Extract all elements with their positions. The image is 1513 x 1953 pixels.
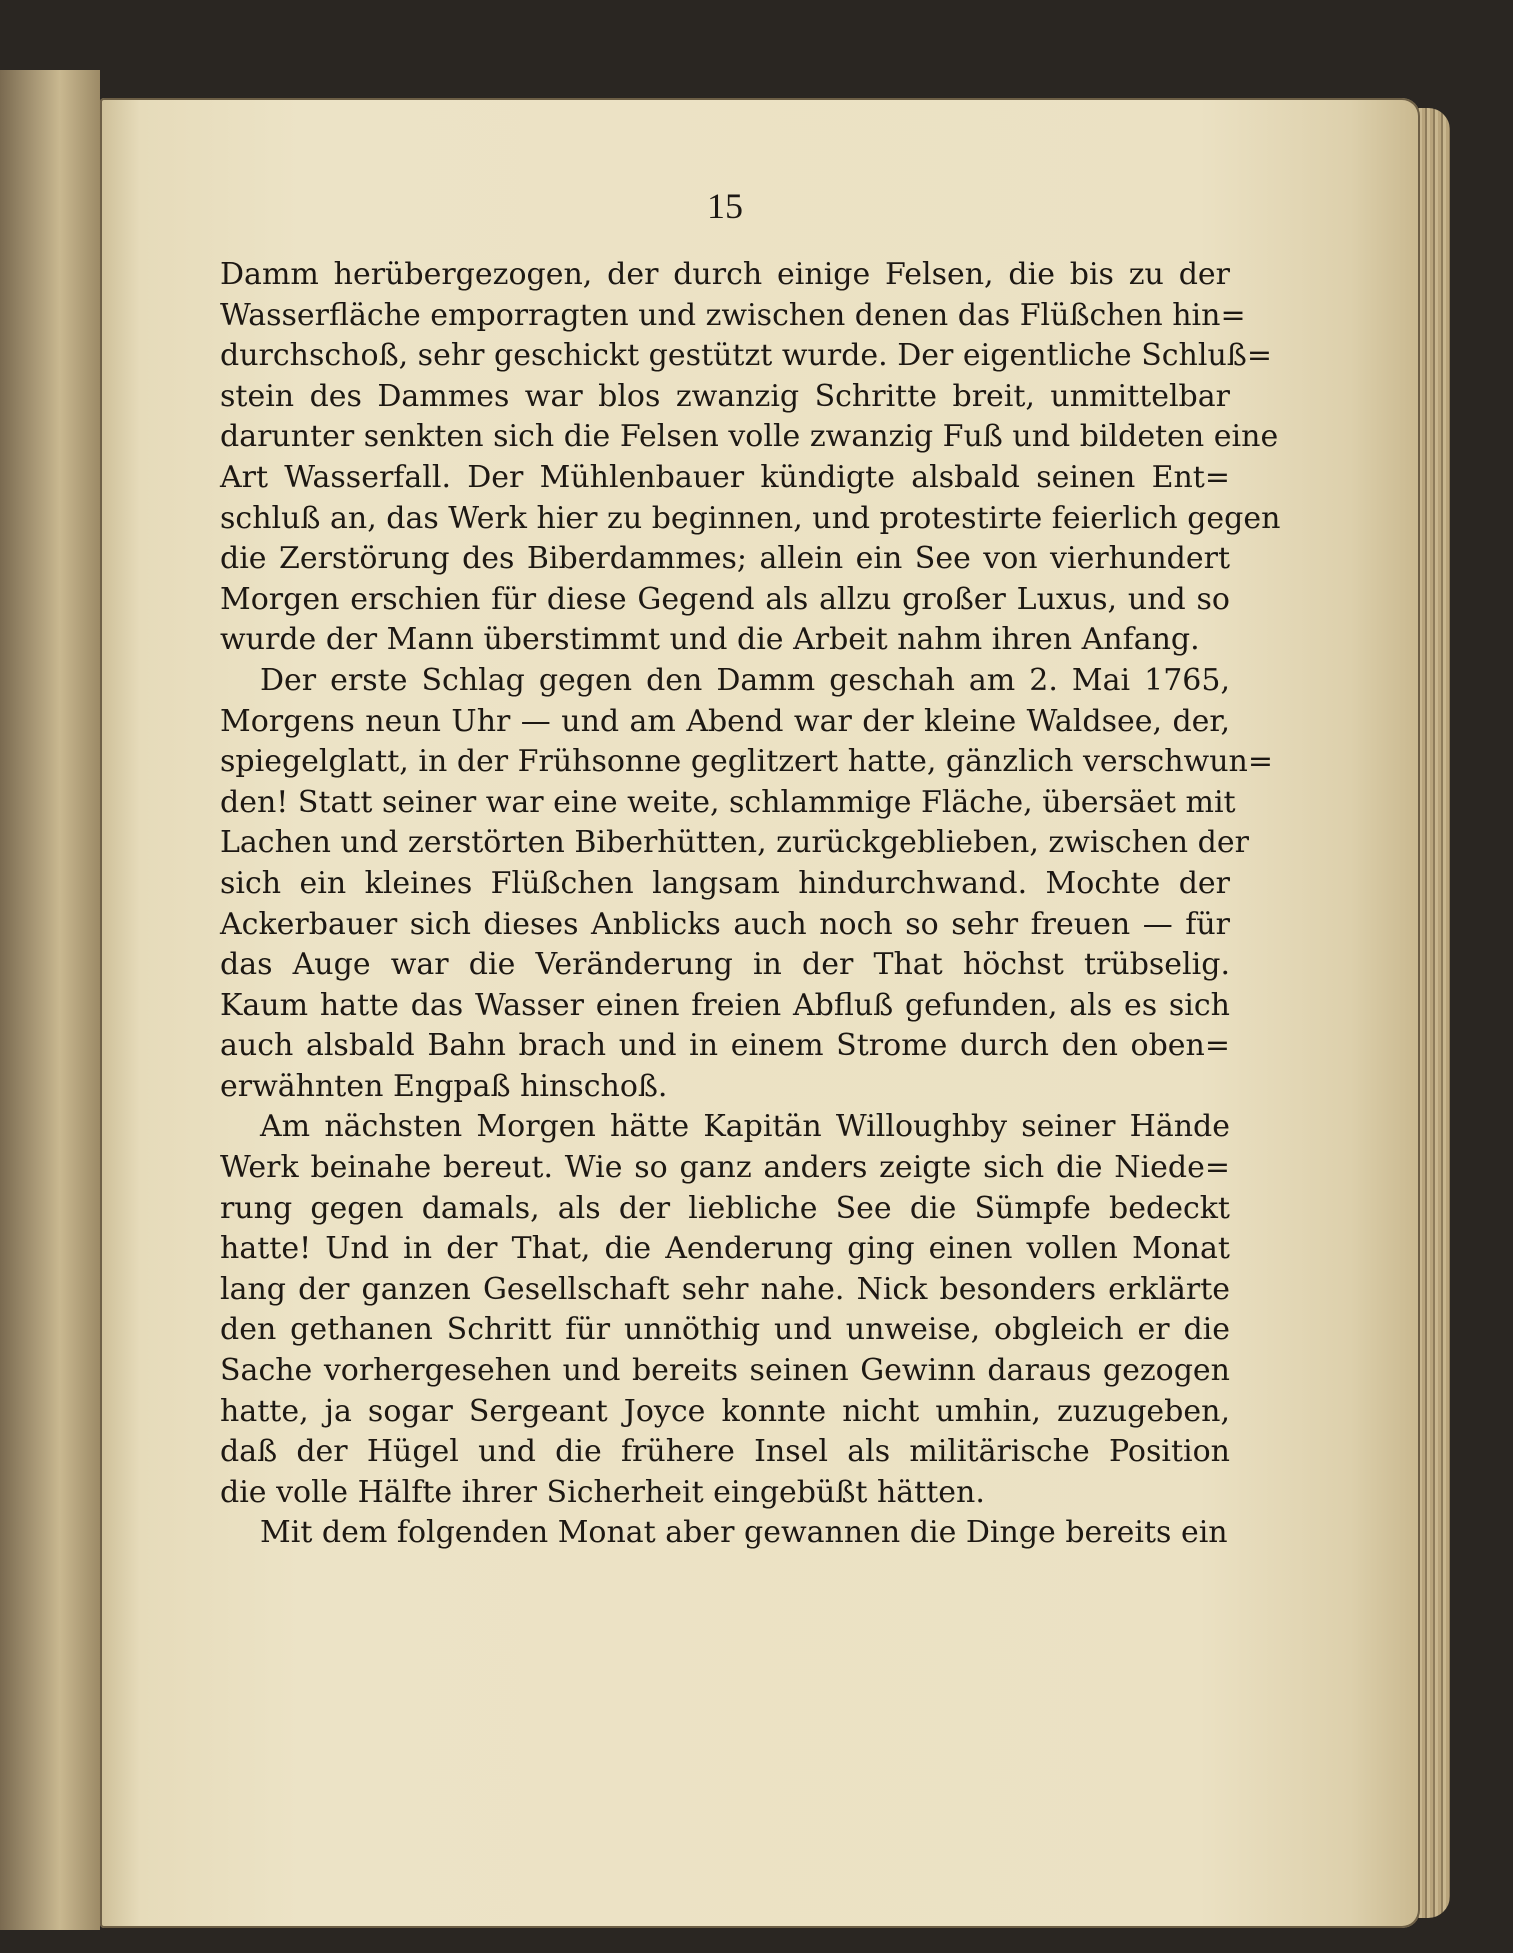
- text-body: [220, 255, 1281, 1554]
- text-line: daß der Hügel und die frühere Insel als militärische Position: [220, 1434, 1230, 1470]
- paragraph: [220, 255, 1281, 661]
- text-line: Am nächsten Morgen hätte Kapitän Willoughby seiner Hände: [260, 1109, 1230, 1145]
- paragraph: [220, 661, 1273, 1108]
- page-number: 15: [707, 186, 743, 226]
- text-line: Wasserfläche emporragten und zwischen denen das Flüßchen hin=: [220, 297, 1246, 333]
- text-line: die Zerstörung des Biberdammes; allein ein See von vierhundert: [220, 541, 1230, 577]
- text-line: hatte, ja sogar Sergeant Joyce konnte nicht umhin, zuzugeben,: [220, 1393, 1230, 1429]
- text-line: erwähnten Engpaß hinschoß.: [220, 1068, 668, 1104]
- text-line: Damm herübergezogen, der durch einige Felsen, die bis zu der: [220, 257, 1230, 292]
- text-line: das Auge war die Veränderung in der That höchst trübselig.: [220, 947, 1230, 983]
- facing-page-edge: [0, 70, 100, 1930]
- text-line: Morgen erschien für diese Gegend als allzu großer Luxus, und so: [220, 581, 1230, 617]
- text-line: den! Statt seiner war eine weite, schlammige Fläche, übersäet mit: [220, 784, 1236, 820]
- text-line: lang der ganzen Gesellschaft sehr nahe. Nick besonders erklärte: [220, 1271, 1230, 1307]
- text-line: sich ein kleines Flüßchen langsam hindurchwand. Mochte der: [220, 865, 1230, 901]
- text-line: den gethanen Schritt für unnöthig und unweise, obgleich er die: [220, 1312, 1230, 1348]
- page-content: [220, 185, 1281, 1554]
- text-line: schluß an, das Werk hier zu beginnen, und protestirte feierlich gegen: [220, 500, 1281, 536]
- text-line: Der erste Schlag gegen den Damm geschah am 2. Mai 1765,: [260, 662, 1230, 698]
- text-line: durchschoß, sehr geschickt gestützt wurde. Der eigentliche Schluß=: [220, 338, 1272, 374]
- text-line: hatte! Und in der That, die Aenderung ging einen vollen Monat: [220, 1231, 1230, 1267]
- text-line: Sache vorhergesehen und bereits seinen Gewinn daraus gezogen: [220, 1353, 1230, 1389]
- text-line: auch alsbald Bahn brach und in einem Strome durch den oben=: [220, 1028, 1230, 1064]
- text-line: Art Wasserfall. Der Mühlenbauer kündigte alsbald seinen Ent=: [220, 459, 1230, 495]
- text-line: die volle Hälfte ihrer Sicherheit eingebüßt hätten.: [220, 1474, 985, 1510]
- text-line: Werk beinahe bereut. Wie so ganz anders zeigte sich die Niede=: [220, 1150, 1230, 1186]
- text-line: wurde der Mann überstimmt und die Arbeit nahm ihren Anfang.: [220, 622, 1200, 658]
- paragraph: [220, 1513, 1230, 1554]
- text-line: Lachen und zerstörten Biberhütten, zurückgeblieben, zwischen der: [220, 825, 1249, 861]
- text-line: stein des Dammes war blos zwanzig Schritte breit, unmittelbar: [220, 378, 1230, 414]
- text-line: darunter senkten sich die Felsen volle zwanzig Fuß und bildeten eine: [220, 419, 1279, 455]
- text-line: Mit dem folgenden Monat aber gewannen die Dinge bereits ein: [260, 1515, 1228, 1551]
- text-line: Ackerbauer sich dieses Anblicks auch noch so sehr freuen — für: [220, 906, 1230, 942]
- paragraph: [220, 1107, 1230, 1513]
- text-line: rung gegen damals, als der liebliche See die Sümpfe bedeckt: [220, 1190, 1230, 1226]
- text-line: Morgens neun Uhr — und am Abend war der kleine Waldsee, der,: [220, 703, 1230, 739]
- text-line: spiegelglatt, in der Frühsonne geglitzert hatte, gänzlich verschwun=: [220, 744, 1273, 780]
- text-line: Kaum hatte das Wasser einen freien Abfluß gefunden, als es sich: [220, 987, 1230, 1023]
